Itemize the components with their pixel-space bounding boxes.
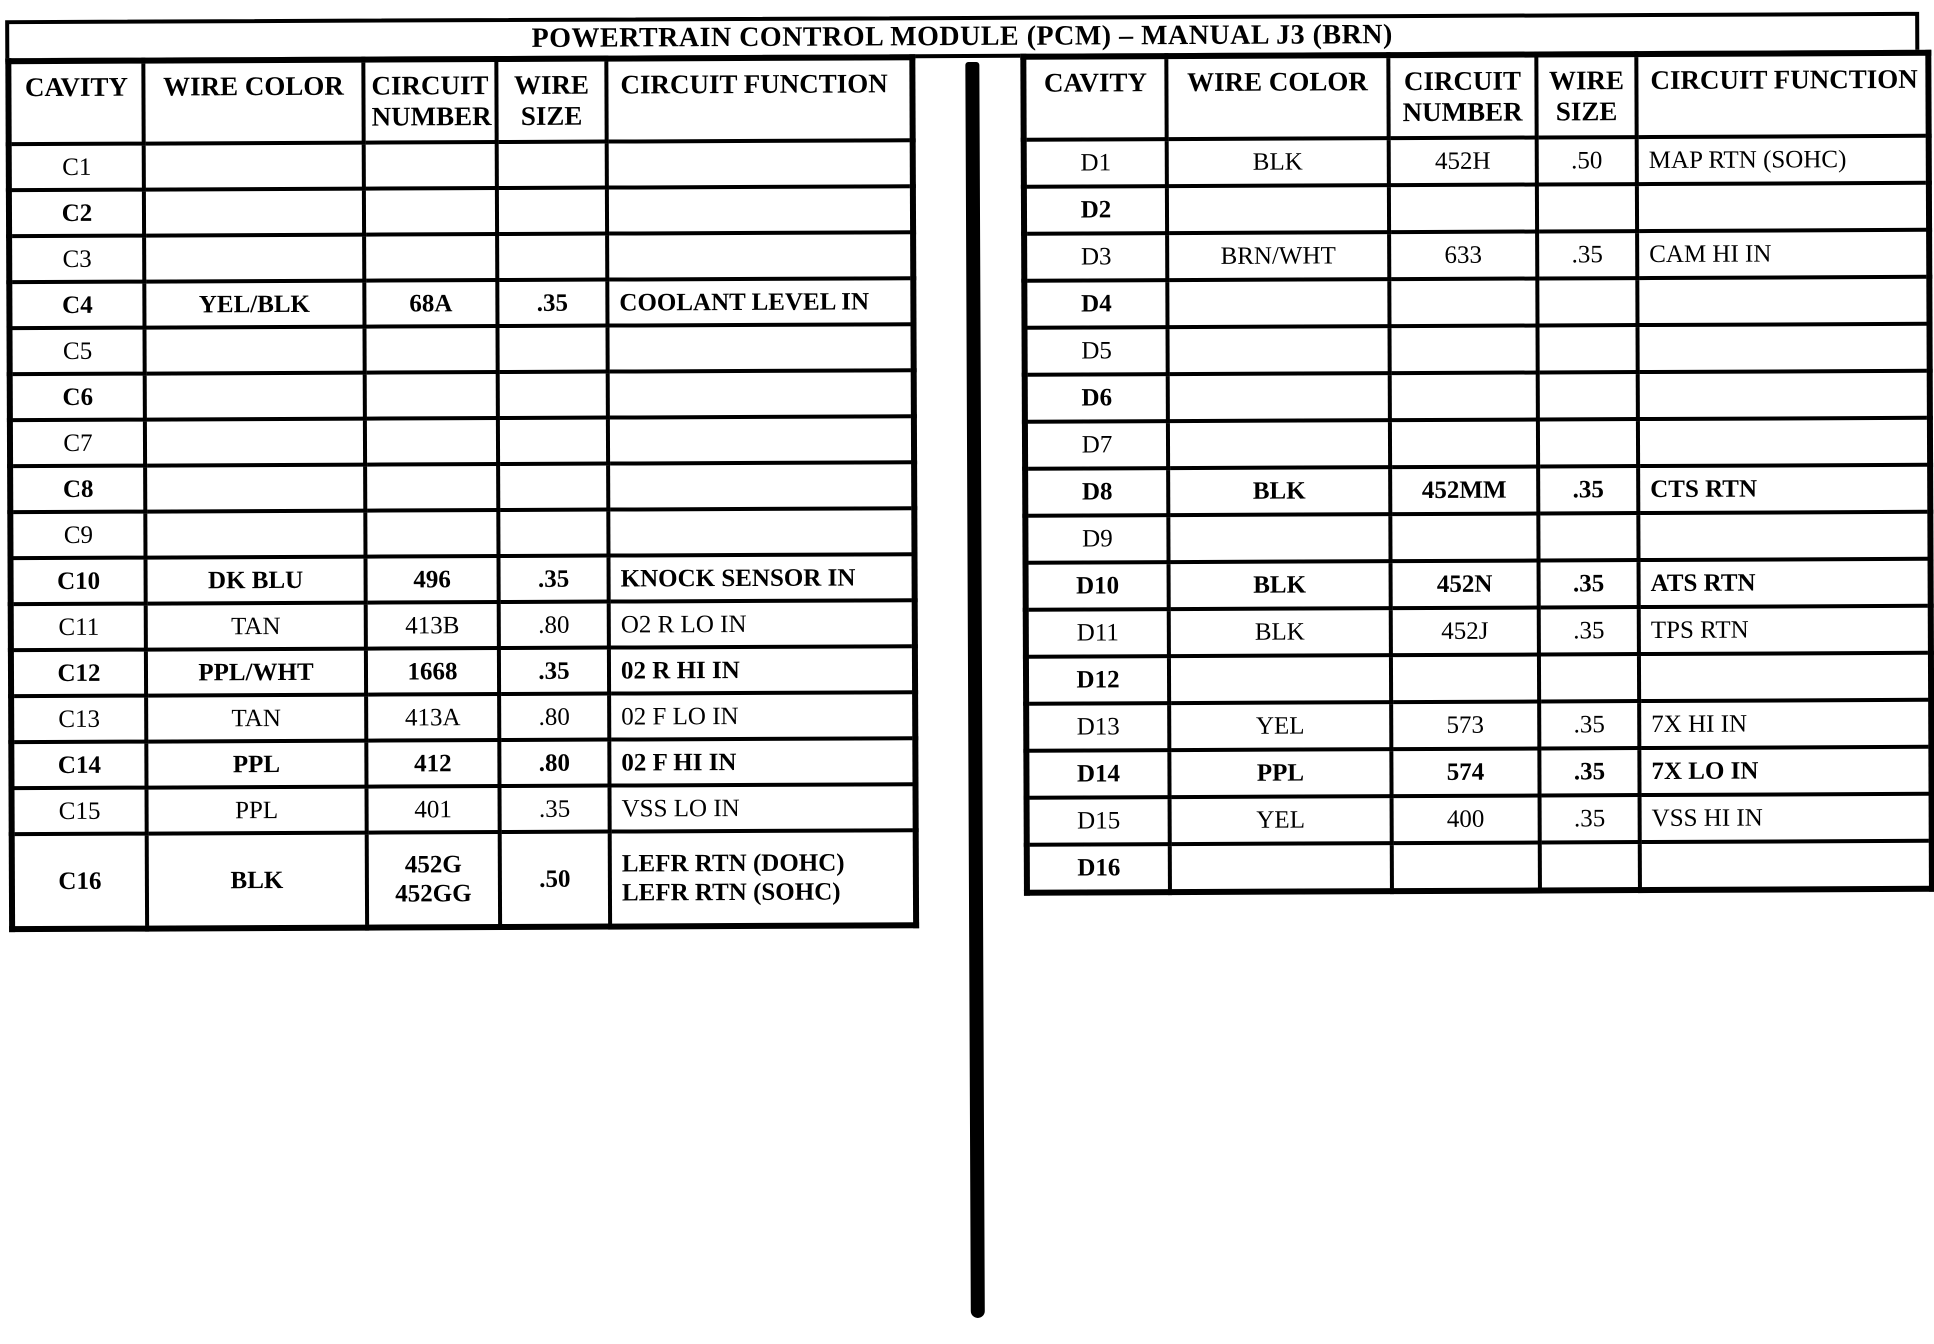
wire-color-cell [1168, 420, 1390, 468]
circuit-function-cell [1637, 183, 1929, 231]
wire-color-cell: PPL [146, 741, 366, 788]
connector-c-rows [9, 140, 916, 929]
cavity-cell: C11 [11, 604, 146, 651]
circuit-function-cell [1638, 371, 1930, 419]
wire-size-cell [1538, 372, 1638, 419]
circuit-number-cell [1389, 279, 1537, 327]
circuit-function-cell [608, 462, 914, 509]
wire-size-cell [498, 372, 608, 418]
wire-color-cell: BLK [1168, 467, 1390, 515]
wire-color-cell: BLK [147, 833, 367, 929]
circuit-function-cell [607, 232, 913, 279]
cavity-cell: D16 [1027, 844, 1170, 893]
circuit-number-cell [1392, 843, 1540, 892]
circuit-number-cell [1390, 373, 1538, 421]
table-row [1026, 747, 1931, 798]
circuit-number-cell [1389, 185, 1537, 233]
table-row [1024, 136, 1929, 187]
wire-size-cell [497, 142, 607, 188]
circuit-number-cell: 573 [1391, 702, 1539, 750]
cavity-cell: D1 [1024, 139, 1167, 187]
circuit-function-cell: LEFR RTN (DOHC) LEFR RTN (SOHC) [610, 830, 916, 926]
circuit-function-cell [608, 370, 914, 417]
wire-size-cell [498, 418, 608, 464]
cavity-cell: D2 [1024, 186, 1167, 234]
wire-size-cell: .35 [1539, 560, 1639, 607]
wire-color-cell [145, 419, 365, 466]
table-row [1024, 230, 1929, 281]
circuit-function-cell: MAP RTN (SOHC) [1637, 136, 1929, 184]
table-row [9, 186, 913, 236]
circuit-function-cell [1639, 653, 1931, 701]
circuit-function-cell: 02 F HI IN [609, 738, 915, 785]
table-row [1027, 841, 1932, 893]
wire-size-cell: .35 [499, 786, 609, 832]
table-row [1027, 794, 1932, 845]
wire-color-cell: PPL/WHT [146, 649, 366, 696]
circuit-function-cell: 7X HI IN [1639, 700, 1931, 748]
circuit-number-cell: 633 [1389, 232, 1537, 280]
header-row [1023, 53, 1928, 140]
wire-size-cell: .35 [499, 648, 609, 694]
header-row [8, 57, 912, 144]
cavity-cell: C9 [10, 512, 145, 559]
table-row [1026, 606, 1931, 657]
wire-color-cell: BLK [1167, 138, 1389, 186]
cavity-cell: C6 [10, 374, 145, 421]
cavity-cell: C16 [12, 834, 147, 930]
wire-size-cell: .35 [1539, 748, 1639, 795]
circuit-number-cell [365, 510, 498, 557]
wire-size-cell: .50 [500, 832, 610, 927]
column-header-wire-color: WIRE COLOR [143, 60, 363, 144]
wire-color-cell [145, 373, 365, 420]
table-row [9, 278, 913, 328]
table-row [10, 370, 914, 420]
circuit-function-cell: VSS HI IN [1640, 794, 1932, 842]
wire-color-cell [145, 511, 365, 558]
circuit-number-cell: 68A [364, 280, 497, 327]
wire-size-cell [1538, 419, 1638, 466]
wire-size-cell: .80 [499, 694, 609, 740]
table-row [9, 324, 913, 374]
wire-color-cell: YEL [1169, 702, 1391, 750]
wire-size-cell [498, 464, 608, 510]
circuit-number-cell [1390, 420, 1538, 468]
table-row [1025, 465, 1930, 516]
column-header-circuit-function: CIRCUIT FUNCTION [1636, 53, 1928, 137]
wire-color-cell: BLK [1169, 561, 1391, 609]
cavity-cell: D13 [1026, 703, 1169, 751]
wire-color-cell [144, 327, 364, 374]
circuit-function-cell: TPS RTN [1639, 606, 1931, 654]
circuit-number-cell: 496 [365, 556, 498, 603]
circuit-function-cell: 7X LO IN [1639, 747, 1931, 795]
wire-size-cell [1537, 278, 1637, 325]
circuit-function-cell: O2 R LO IN [609, 600, 915, 647]
cavity-cell: C2 [9, 190, 144, 237]
wire-size-cell: .80 [499, 602, 609, 648]
cavity-cell: C4 [9, 282, 144, 329]
wire-size-cell [1538, 513, 1638, 560]
table-row [1025, 512, 1930, 563]
wire-size-cell [1540, 842, 1640, 890]
circuit-number-cell: 452G 452GG [367, 832, 500, 928]
circuit-number-cell [1390, 514, 1538, 562]
wire-color-cell [1168, 373, 1390, 421]
cavity-cell: C13 [11, 696, 146, 743]
circuit-function-cell [608, 416, 914, 463]
cavity-cell: D3 [1024, 233, 1167, 281]
column-header-wire-size: WIRE SIZE [496, 59, 606, 142]
circuit-number-cell [364, 326, 497, 373]
column-header-wire-size: WIRE SIZE [1536, 54, 1636, 137]
wire-color-cell: BRN/WHT [1167, 232, 1389, 280]
cavity-cell: C12 [11, 650, 146, 697]
table-row [1026, 559, 1931, 610]
wire-color-cell: YEL [1170, 796, 1392, 844]
cavity-cell: C5 [9, 328, 144, 375]
circuit-function-cell [1637, 277, 1929, 325]
wire-color-cell: PPL [1169, 749, 1391, 797]
cavity-cell: C7 [10, 420, 145, 467]
wire-size-cell [1537, 184, 1637, 231]
circuit-function-cell [607, 186, 913, 233]
column-header-cavity: CAVITY [8, 61, 143, 145]
cavity-cell: D11 [1026, 609, 1169, 657]
table-row [12, 830, 916, 929]
table-row [11, 692, 915, 742]
wire-color-cell [145, 465, 365, 512]
cavity-cell: D7 [1025, 421, 1168, 469]
circuit-number-cell [364, 188, 497, 235]
cavity-cell: D6 [1025, 374, 1168, 422]
table-row [1025, 418, 1930, 469]
wire-color-cell: TAN [146, 603, 366, 650]
wire-color-cell: TAN [146, 695, 366, 742]
circuit-function-cell: VSS LO IN [609, 784, 915, 831]
circuit-function-cell: 02 R HI IN [609, 646, 915, 693]
cavity-cell: D10 [1026, 562, 1169, 610]
wire-color-cell: PPL [146, 787, 366, 834]
column-header-circuit-function: CIRCUIT FUNCTION [606, 57, 912, 141]
wire-size-cell: .50 [1537, 137, 1637, 184]
table-row [11, 738, 915, 788]
cavity-cell: D4 [1024, 280, 1167, 328]
wire-size-cell [497, 234, 607, 280]
table-row [1026, 700, 1931, 751]
wire-color-cell [1167, 185, 1389, 233]
cavity-cell: D14 [1026, 750, 1169, 798]
circuit-function-cell [1638, 512, 1930, 560]
wire-size-cell: .35 [1540, 795, 1640, 842]
cavity-cell: C15 [11, 788, 146, 835]
wire-size-cell: .35 [1539, 607, 1639, 654]
wire-color-cell [1167, 279, 1389, 327]
circuit-number-cell: 412 [366, 740, 499, 787]
circuit-number-cell: 400 [1392, 796, 1540, 844]
table-row [10, 462, 914, 512]
wire-size-cell [1537, 325, 1637, 372]
wire-color-cell [144, 143, 364, 190]
page-binding-divider-bar [965, 62, 984, 1318]
circuit-number-cell: 452MM [1390, 467, 1538, 515]
wire-color-cell [1169, 655, 1391, 703]
column-header-cavity: CAVITY [1023, 56, 1166, 140]
circuit-number-cell: 413A [366, 694, 499, 741]
wire-size-cell: .35 [1537, 231, 1637, 278]
table-row [10, 554, 914, 604]
wire-color-cell [1168, 514, 1390, 562]
wire-size-cell [497, 188, 607, 234]
circuit-number-cell: 1668 [366, 648, 499, 695]
wire-color-cell: YEL/BLK [144, 281, 364, 328]
wire-size-cell: .80 [499, 740, 609, 786]
circuit-number-cell [365, 464, 498, 511]
column-header-wire-color: WIRE COLOR [1166, 55, 1388, 139]
cavity-cell: D8 [1025, 468, 1168, 516]
circuit-function-cell: ATS RTN [1639, 559, 1931, 607]
circuit-number-cell: 574 [1391, 749, 1539, 797]
wire-size-cell [498, 510, 608, 556]
table-row [9, 232, 913, 282]
circuit-number-cell: 413B [366, 602, 499, 649]
circuit-function-cell: CTS RTN [1638, 465, 1930, 513]
table-row [10, 416, 914, 466]
wire-color-cell [1170, 843, 1392, 892]
column-header-circuit-number: CIRCUIT NUMBER [1388, 55, 1536, 139]
wire-size-cell: .35 [497, 280, 607, 326]
wire-color-cell: BLK [1169, 608, 1391, 656]
circuit-function-cell [1637, 324, 1929, 372]
cavity-cell: C1 [9, 144, 144, 191]
page-title: POWERTRAIN CONTROL MODULE (PCM) – MANUAL J3 (BRN) [531, 19, 1393, 54]
circuit-function-cell [607, 140, 913, 187]
connector-c-table [5, 54, 919, 932]
circuit-number-cell: 401 [366, 786, 499, 833]
circuit-function-cell: CAM HI IN [1637, 230, 1929, 278]
circuit-number-cell: 452H [1389, 138, 1537, 186]
cavity-cell: C14 [11, 742, 146, 789]
column-header-circuit-number: CIRCUIT NUMBER [363, 59, 496, 143]
wire-color-cell [144, 235, 364, 282]
wire-size-cell [497, 326, 607, 372]
table-row [1024, 277, 1929, 328]
table-row [9, 140, 913, 190]
wire-color-cell [144, 189, 364, 236]
circuit-function-cell [1640, 841, 1932, 890]
table-row [1024, 183, 1929, 234]
connector-d-rows [1024, 136, 1932, 893]
circuit-function-cell [1638, 418, 1930, 466]
circuit-number-cell [1389, 326, 1537, 374]
wire-color-cell [1167, 326, 1389, 374]
cavity-cell: C10 [10, 558, 145, 605]
wire-size-cell: .35 [1538, 466, 1638, 513]
circuit-function-cell [608, 508, 914, 555]
wire-size-cell [1539, 654, 1639, 701]
circuit-function-cell: KNOCK SENSOR IN [608, 554, 914, 601]
circuit-number-cell [365, 372, 498, 419]
table-row [1025, 371, 1930, 422]
wire-size-cell: .35 [1539, 701, 1639, 748]
circuit-number-cell: 452J [1391, 608, 1539, 656]
circuit-number-cell [364, 142, 497, 189]
circuit-function-cell: 02 F LO IN [609, 692, 915, 739]
wire-color-cell: DK BLU [145, 557, 365, 604]
table-row [11, 784, 915, 834]
table-row [10, 508, 914, 558]
circuit-function-cell: COOLANT LEVEL IN [607, 278, 913, 325]
cavity-cell: D12 [1026, 656, 1169, 704]
circuit-function-cell [607, 324, 913, 371]
table-row [1026, 653, 1931, 704]
connector-d-table [1020, 50, 1934, 896]
cavity-cell: D15 [1027, 797, 1170, 845]
table-row [11, 646, 915, 696]
cavity-cell: C3 [9, 236, 144, 283]
circuit-number-cell [364, 234, 497, 281]
cavity-cell: C8 [10, 466, 145, 513]
table-row [11, 600, 915, 650]
circuit-number-cell [365, 418, 498, 465]
circuit-number-cell: 452N [1391, 561, 1539, 609]
cavity-cell: D5 [1024, 327, 1167, 375]
circuit-number-cell [1391, 655, 1539, 703]
cavity-cell: D9 [1025, 515, 1168, 563]
table-row [1024, 324, 1929, 375]
wire-size-cell: .35 [498, 556, 608, 602]
